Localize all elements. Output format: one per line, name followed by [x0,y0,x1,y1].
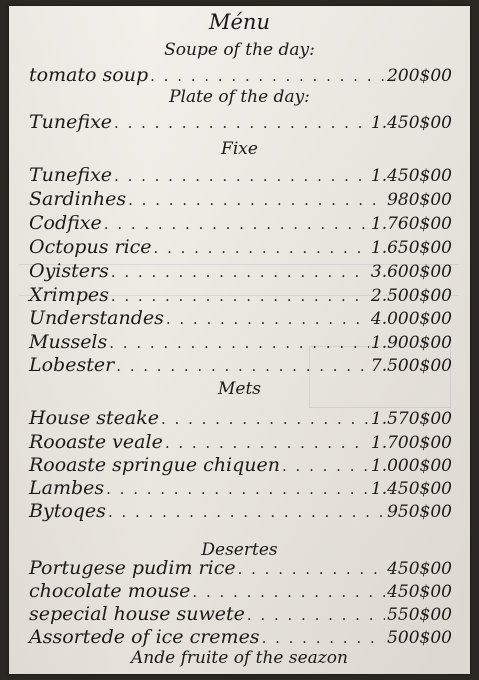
leader-dots [166,307,369,331]
leader-dots [192,580,385,604]
menu-item [9,259,470,283]
item-price: 550$00 [387,605,452,625]
item-price: 980$00 [387,190,452,210]
leader-dots [247,603,385,627]
item-price: 1.700$00 [370,433,452,453]
leader-dots [154,236,369,260]
item-name: Xrimpes [29,284,109,306]
leader-dots [238,557,386,581]
desertes-heading: Desertes [201,540,278,560]
item-price: 1.450$00 [370,113,452,133]
item-name: sepecial house suwete [29,603,245,625]
leader-dots [114,164,369,188]
menu-item [9,453,470,477]
item-price: 2.500$00 [370,286,452,306]
item-name: Sardinhes [29,188,127,210]
fixe-heading: Fixe [221,139,258,159]
item-price: 1.760$00 [370,214,452,234]
menu-item [9,499,470,523]
menu-footer: Ande fruite of the seazon [131,648,348,668]
menu-item [9,211,470,235]
item-name: Oyisters [29,260,109,282]
item-name: House steake [29,407,159,429]
menu-item [9,406,470,430]
item-price: 4.000$00 [370,309,452,329]
leader-dots [116,354,369,378]
item-price: 1.000$00 [370,456,452,476]
menu-item [9,579,470,603]
item-price: 1.900$00 [370,333,452,353]
item-name: Lambes [29,477,105,499]
menu-item-soup [9,63,470,87]
item-name: chocolate mouse [29,580,191,602]
item-name: Mussels [29,331,108,353]
item-name: Codfixe [29,212,102,234]
menu-item [9,353,470,377]
item-name: Understandes [29,307,164,329]
item-price: 1.650$00 [370,238,452,258]
item-price: 7.500$00 [370,356,452,376]
item-name: tomato soup [29,64,149,86]
menu-title: Ménu [209,10,270,34]
item-price: 1.570$00 [370,409,452,429]
item-price: 450$00 [387,559,452,579]
leader-dots [282,454,369,478]
menu-item [9,235,470,259]
leader-dots [114,111,369,135]
menu-item [9,430,470,454]
item-price: 200$00 [387,66,452,86]
leader-dots [165,431,369,455]
leader-dots [104,212,369,236]
item-name: Portugese pudim rice [29,557,236,579]
item-price: 950$00 [387,502,452,522]
soup-heading: Soupe of the day: [164,40,315,60]
leader-dots [106,477,369,501]
menu-item [9,306,470,330]
item-name: Octopus rice [29,236,152,258]
menu-item [9,602,470,626]
leader-dots [111,284,369,308]
menu-item [9,283,470,307]
leader-dots [111,260,369,284]
item-name: Bytoqes [29,500,106,522]
menu-item [9,476,470,500]
item-price: 500$00 [387,628,452,648]
leader-dots [108,500,385,524]
item-name: Lobester [29,354,115,376]
item-price: 1.450$00 [370,166,452,186]
menu-item [9,330,470,354]
item-name: Tunefixe [29,111,113,133]
menu-item-plate [9,110,470,134]
item-name: Assortede of ice cremes [29,626,260,648]
item-name: Rooaste springue chiquen [29,454,281,476]
menu-paper [9,6,470,674]
item-price: 1.450$00 [370,479,452,499]
menu-item [9,556,470,580]
item-price: 3.600$00 [370,262,452,282]
menu-item [9,187,470,211]
plate-heading: Plate of the day: [169,87,310,107]
leader-dots [109,331,369,355]
menu-item [9,163,470,187]
item-name: Rooaste veale [29,431,163,453]
item-price: 450$00 [387,582,452,602]
mets-heading: Mets [217,379,262,399]
leader-dots [161,407,369,431]
item-name: Tunefixe [29,164,113,186]
leader-dots [128,188,385,212]
